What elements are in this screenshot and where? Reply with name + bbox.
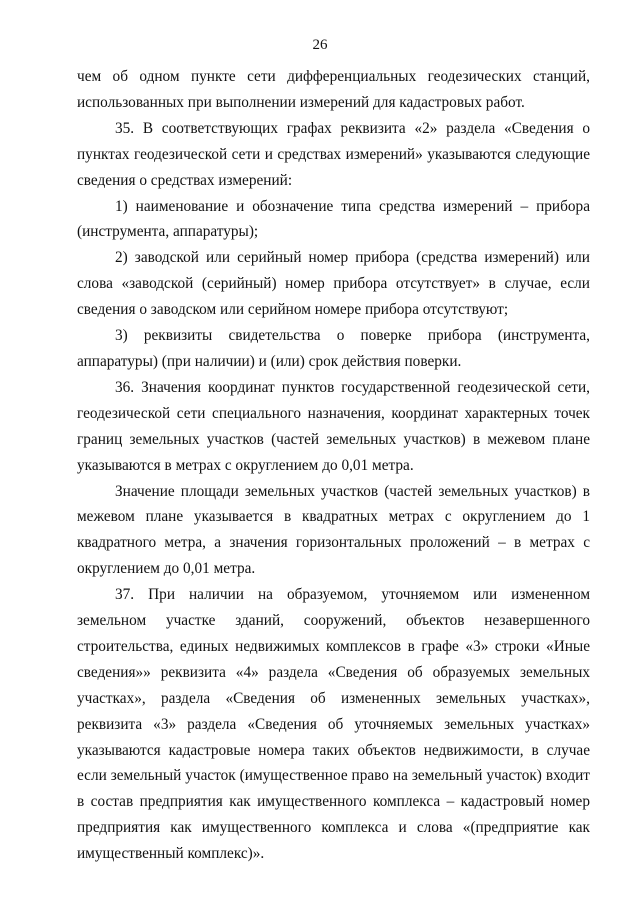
paragraph-item-36: 36. Значения координат пунктов государственной геодезической сети, геодезической сети специального назначения, координат характерных точек границ земельных участков (частей земельных участков) в межевом плане указываются в метрах с округлением до 0,01 метра. [77, 378, 590, 474]
paragraph-subitem-2: 2) заводской или серийный номер прибора (средства измерений) или слова «заводской (серийный) номер прибора отсутствует» в случае, если сведения о заводском или серийном номере прибора отсутствуют; [77, 249, 590, 319]
paragraph-area-values: Значение площади земельных участков (частей земельных участков) в межевом плане указывается в квадратных метрах с округлением до 1 квадратного метра, а значения горизонтальных проложений – в метрах с округлением до 0,01 метра. [77, 482, 590, 578]
page-number: 26 [312, 37, 328, 53]
paragraph-continuation: чем об одном пункте сети дифференциальных геодезических станций, использованных при выполнении измерений для кадастровых работ. [77, 68, 590, 111]
paragraph-item-35: 35. В соответствующих графах реквизита «2» раздела «Сведения о пунктах геодезической сети и средствах измерений» указываются следующие сведения о средствах измерений: [77, 119, 590, 189]
document-body [77, 64, 590, 867]
paragraph-subitem-1: 1) наименование и обозначение типа средства измерений – прибора (инструмента, аппаратуры); [77, 197, 590, 241]
paragraph-item-37: 37. При наличии на образуемом, уточняемом или измененном земельном участке зданий, сооружений, объектов незавершенного строительства, единых недвижимых комплексов в графе «3» строки «Иные сведения»» реквизита «4» раздела «Сведения об образуемых земельных участках», раздела «Сведения об измененных земельных участках», реквизита «3» раздела «Сведения об уточняемых земельных участках» указываются кадастровые номера таких объектов недвижимости, в случае если земельный участок (имущественное право на земельный участок) входит в состав предприятия как имущественного комплекса – кадастровый номер предприятия как имущественного комплекса и слова «(предприятие как имущественный комплекс)». [77, 586, 590, 863]
paragraph-subitem-3: 3) реквизиты свидетельства о поверке прибора (инструмента, аппаратуры) (при наличии) и (или) срок действия поверки. [77, 327, 590, 370]
